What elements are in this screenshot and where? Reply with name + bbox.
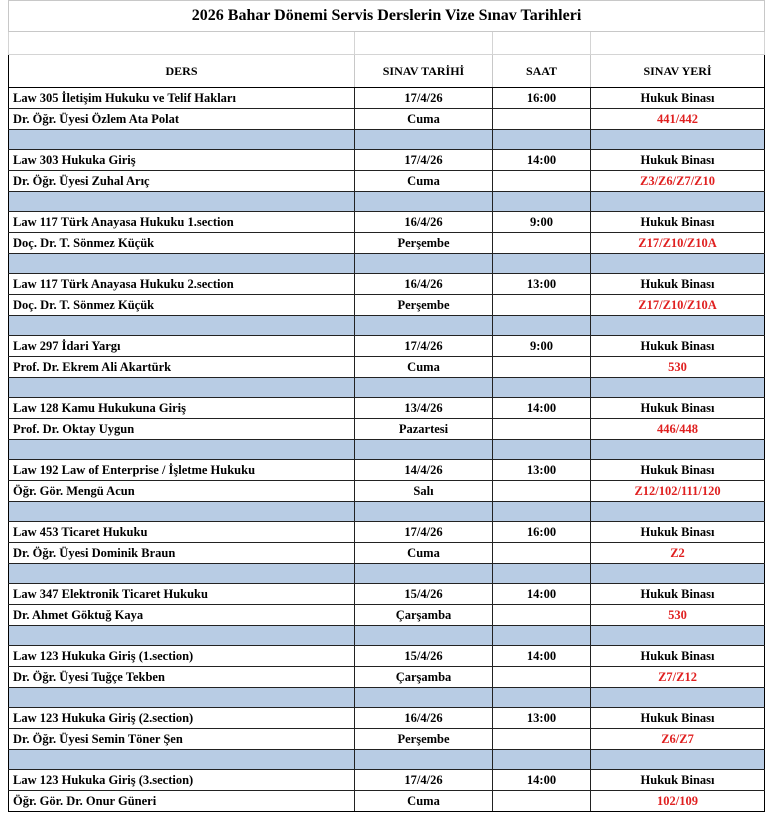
exam-rooms: Z7/Z12: [591, 667, 765, 688]
exam-date: 16/4/26: [355, 212, 493, 233]
exam-schedule-sheet: [8, 0, 764, 812]
separator-cell: [9, 316, 355, 336]
separator-cell: [493, 378, 591, 398]
exam-day: Çarşamba: [355, 605, 493, 626]
exam-time-empty: [493, 605, 591, 626]
exam-instructor-row: [9, 543, 765, 564]
blank-cell: [493, 32, 591, 55]
course-name: Law 117 Türk Anayasa Hukuku 1.section: [9, 212, 355, 233]
exam-time-empty: [493, 295, 591, 316]
exam-course-row: [9, 708, 765, 729]
separator-row: [9, 130, 765, 150]
exam-instructor-row: [9, 481, 765, 502]
separator-cell: [493, 254, 591, 274]
exam-time-empty: [493, 171, 591, 192]
exam-building: Hukuk Binası: [591, 212, 765, 233]
instructor-name: Dr. Öğr. Üyesi Özlem Ata Polat: [9, 109, 355, 130]
separator-cell: [493, 564, 591, 584]
exam-building: Hukuk Binası: [591, 646, 765, 667]
exam-day: Cuma: [355, 109, 493, 130]
exam-building: Hukuk Binası: [591, 584, 765, 605]
separator-cell: [9, 688, 355, 708]
course-name: Law 123 Hukuka Giriş (1.section): [9, 646, 355, 667]
course-name: Law 305 İletişim Hukuku ve Telif Hakları: [9, 88, 355, 109]
exam-time: 14:00: [493, 646, 591, 667]
separator-cell: [355, 626, 493, 646]
exam-rooms: 446/448: [591, 419, 765, 440]
exam-course-row: [9, 398, 765, 419]
exam-rooms: Z12/102/111/120: [591, 481, 765, 502]
separator-row: [9, 254, 765, 274]
separator-row: [9, 626, 765, 646]
exam-day: Çarşamba: [355, 667, 493, 688]
exam-time-empty: [493, 667, 591, 688]
instructor-name: Öğr. Gör. Dr. Onur Güneri: [9, 791, 355, 812]
course-name: Law 192 Law of Enterprise / İşletme Hukuku: [9, 460, 355, 481]
exam-building: Hukuk Binası: [591, 336, 765, 357]
exam-instructor-row: [9, 233, 765, 254]
separator-cell: [9, 626, 355, 646]
exam-course-row: [9, 212, 765, 233]
separator-cell: [355, 688, 493, 708]
exam-time: 16:00: [493, 522, 591, 543]
instructor-name: Doç. Dr. T. Sönmez Küçük: [9, 233, 355, 254]
exam-day: Cuma: [355, 357, 493, 378]
exam-rooms: 530: [591, 605, 765, 626]
separator-cell: [355, 130, 493, 150]
exam-time: 9:00: [493, 336, 591, 357]
exam-day: Perşembe: [355, 295, 493, 316]
exam-rooms: 102/109: [591, 791, 765, 812]
header-time: SAAT: [493, 55, 591, 88]
separator-cell: [9, 564, 355, 584]
exam-course-row: [9, 150, 765, 171]
separator-cell: [355, 440, 493, 460]
exam-time: 13:00: [493, 460, 591, 481]
exam-rooms: 441/442: [591, 109, 765, 130]
exam-time-empty: [493, 357, 591, 378]
separator-row: [9, 316, 765, 336]
exam-instructor-row: [9, 667, 765, 688]
exam-date: 16/4/26: [355, 274, 493, 295]
exam-day: Cuma: [355, 171, 493, 192]
separator-cell: [493, 750, 591, 770]
exam-time: 14:00: [493, 398, 591, 419]
exam-building: Hukuk Binası: [591, 770, 765, 791]
exam-building: Hukuk Binası: [591, 708, 765, 729]
separator-cell: [591, 192, 765, 212]
exam-day: Cuma: [355, 543, 493, 564]
separator-cell: [591, 378, 765, 398]
separator-row: [9, 502, 765, 522]
header-course: DERS: [9, 55, 355, 88]
exam-date: 17/4/26: [355, 522, 493, 543]
separator-cell: [591, 688, 765, 708]
course-name: Law 123 Hukuka Giriş (3.section): [9, 770, 355, 791]
separator-cell: [591, 502, 765, 522]
exam-time-empty: [493, 791, 591, 812]
header-row: [9, 55, 765, 88]
separator-cell: [355, 378, 493, 398]
exam-course-row: [9, 646, 765, 667]
exam-time-empty: [493, 109, 591, 130]
separator-cell: [493, 626, 591, 646]
course-name: Law 303 Hukuka Giriş: [9, 150, 355, 171]
instructor-name: Dr. Öğr. Üyesi Tuğçe Tekben: [9, 667, 355, 688]
instructor-name: Öğr. Gör. Mengü Acun: [9, 481, 355, 502]
separator-cell: [493, 502, 591, 522]
separator-cell: [355, 750, 493, 770]
blank-cell: [591, 32, 765, 55]
exam-instructor-row: [9, 729, 765, 750]
exam-day: Perşembe: [355, 729, 493, 750]
separator-cell: [591, 750, 765, 770]
instructor-name: Doç. Dr. T. Sönmez Küçük: [9, 295, 355, 316]
exam-schedule-table: [8, 0, 765, 812]
instructor-name: Dr. Ahmet Göktuğ Kaya: [9, 605, 355, 626]
exam-instructor-row: [9, 419, 765, 440]
separator-cell: [591, 130, 765, 150]
separator-cell: [355, 192, 493, 212]
exam-time-empty: [493, 419, 591, 440]
separator-cell: [355, 254, 493, 274]
separator-cell: [9, 130, 355, 150]
exam-date: 17/4/26: [355, 88, 493, 109]
exam-building: Hukuk Binası: [591, 150, 765, 171]
separator-row: [9, 440, 765, 460]
exam-course-row: [9, 522, 765, 543]
exam-building: Hukuk Binası: [591, 460, 765, 481]
exam-course-row: [9, 460, 765, 481]
separator-cell: [591, 316, 765, 336]
instructor-name: Dr. Öğr. Üyesi Dominik Braun: [9, 543, 355, 564]
separator-cell: [9, 502, 355, 522]
exam-building: Hukuk Binası: [591, 398, 765, 419]
exam-date: 17/4/26: [355, 150, 493, 171]
separator-row: [9, 688, 765, 708]
course-name: Law 347 Elektronik Ticaret Hukuku: [9, 584, 355, 605]
separator-cell: [591, 440, 765, 460]
blank-cell: [355, 32, 493, 55]
instructor-name: Dr. Öğr. Üyesi Semin Töner Şen: [9, 729, 355, 750]
exam-time-empty: [493, 543, 591, 564]
course-name: Law 453 Ticaret Hukuku: [9, 522, 355, 543]
separator-row: [9, 564, 765, 584]
header-place: SINAV YERİ: [591, 55, 765, 88]
exam-course-row: [9, 274, 765, 295]
exam-rooms: 530: [591, 357, 765, 378]
instructor-name: Prof. Dr. Oktay Uygun: [9, 419, 355, 440]
title-row: [9, 1, 765, 32]
blank-cell: [9, 32, 355, 55]
exam-time-empty: [493, 729, 591, 750]
exam-rooms: Z6/Z7: [591, 729, 765, 750]
separator-cell: [493, 130, 591, 150]
separator-row: [9, 750, 765, 770]
exam-time: 13:00: [493, 274, 591, 295]
exam-time-empty: [493, 233, 591, 254]
separator-cell: [493, 316, 591, 336]
separator-row: [9, 378, 765, 398]
exam-date: 15/4/26: [355, 584, 493, 605]
separator-cell: [9, 440, 355, 460]
exam-time: 14:00: [493, 770, 591, 791]
separator-cell: [9, 378, 355, 398]
course-name: Law 123 Hukuka Giriş (2.section): [9, 708, 355, 729]
separator-cell: [9, 254, 355, 274]
exam-instructor-row: [9, 109, 765, 130]
exam-date: 17/4/26: [355, 336, 493, 357]
separator-cell: [9, 750, 355, 770]
exam-time: 16:00: [493, 88, 591, 109]
separator-cell: [355, 502, 493, 522]
exam-time: 14:00: [493, 584, 591, 605]
separator-cell: [591, 564, 765, 584]
exam-course-row: [9, 88, 765, 109]
separator-cell: [9, 192, 355, 212]
exam-instructor-row: [9, 357, 765, 378]
exam-time-empty: [493, 481, 591, 502]
exam-course-row: [9, 336, 765, 357]
separator-cell: [355, 564, 493, 584]
instructor-name: Prof. Dr. Ekrem Ali Akartürk: [9, 357, 355, 378]
exam-day: Perşembe: [355, 233, 493, 254]
exam-building: Hukuk Binası: [591, 522, 765, 543]
exam-rooms: Z17/Z10/Z10A: [591, 233, 765, 254]
exam-day: Pazartesi: [355, 419, 493, 440]
separator-cell: [591, 254, 765, 274]
exam-day: Cuma: [355, 791, 493, 812]
separator-cell: [591, 626, 765, 646]
separator-cell: [493, 440, 591, 460]
exam-instructor-row: [9, 171, 765, 192]
exam-date: 15/4/26: [355, 646, 493, 667]
exam-instructor-row: [9, 791, 765, 812]
header-date: SINAV TARİHİ: [355, 55, 493, 88]
separator-row: [9, 192, 765, 212]
separator-cell: [493, 192, 591, 212]
exam-course-row: [9, 770, 765, 791]
separator-cell: [355, 316, 493, 336]
exam-instructor-row: [9, 295, 765, 316]
exam-date: 13/4/26: [355, 398, 493, 419]
exam-day: Salı: [355, 481, 493, 502]
exam-date: 14/4/26: [355, 460, 493, 481]
exam-building: Hukuk Binası: [591, 88, 765, 109]
course-name: Law 297 İdari Yargı: [9, 336, 355, 357]
exam-date: 16/4/26: [355, 708, 493, 729]
exam-date: 17/4/26: [355, 770, 493, 791]
exam-rooms: Z17/Z10/Z10A: [591, 295, 765, 316]
separator-cell: [493, 688, 591, 708]
exam-course-row: [9, 584, 765, 605]
exam-time: 13:00: [493, 708, 591, 729]
instructor-name: Dr. Öğr. Üyesi Zuhal Arıç: [9, 171, 355, 192]
exam-rooms: Z2: [591, 543, 765, 564]
exam-instructor-row: [9, 605, 765, 626]
page-title: 2026 Bahar Dönemi Servis Derslerin Vize Sınav Tarihleri: [9, 1, 765, 32]
exam-time: 14:00: [493, 150, 591, 171]
exam-rooms: Z3/Z6/Z7/Z10: [591, 171, 765, 192]
course-name: Law 128 Kamu Hukukuna Giriş: [9, 398, 355, 419]
blank-row: [9, 32, 765, 55]
course-name: Law 117 Türk Anayasa Hukuku 2.section: [9, 274, 355, 295]
exam-building: Hukuk Binası: [591, 274, 765, 295]
exam-time: 9:00: [493, 212, 591, 233]
